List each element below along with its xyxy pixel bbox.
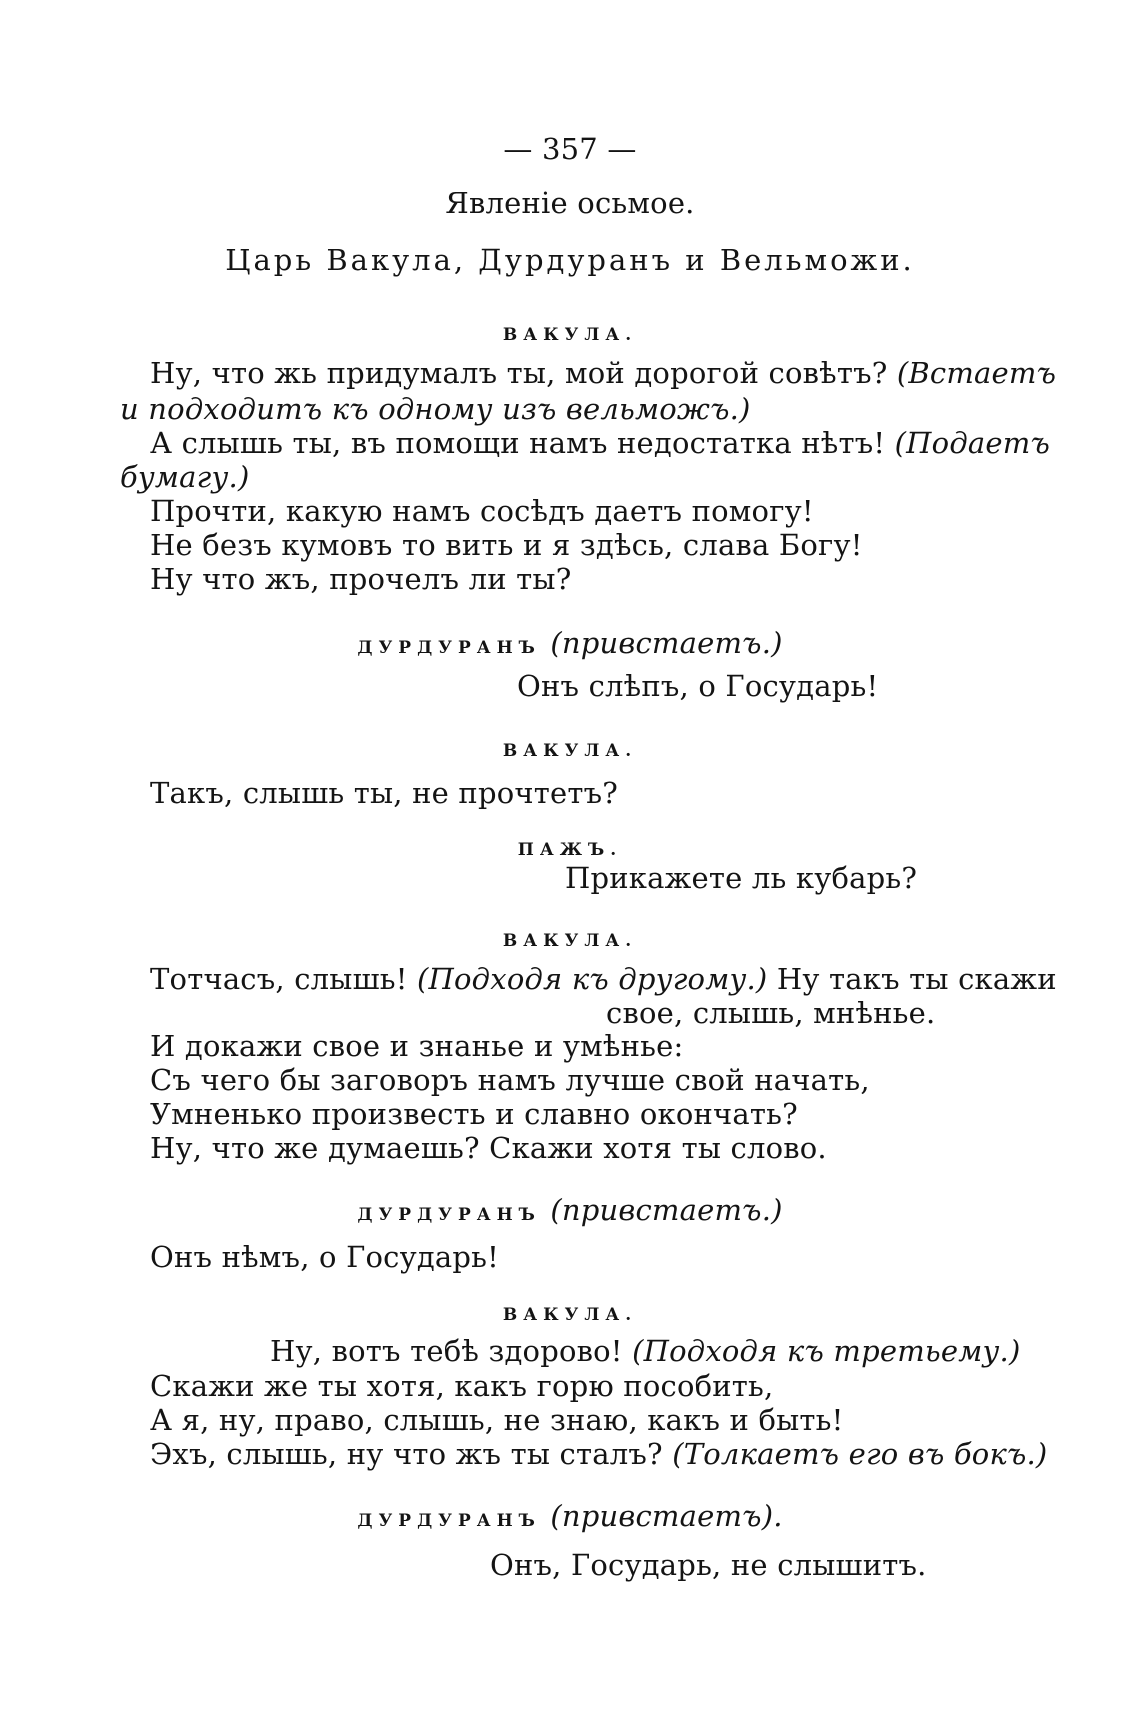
verse-line bbox=[150, 426, 1050, 460]
scene-title: Явленіе осьмое. bbox=[445, 186, 695, 220]
cast-line: Царь Вакула, Дурдуранъ и Вельможи. bbox=[225, 243, 915, 277]
stage-direction: (Встаетъ bbox=[896, 356, 1057, 390]
stage-direction: (привстаетъ.) bbox=[550, 1193, 783, 1227]
verse-text: Ну, вотъ тебѣ здорово! bbox=[270, 1334, 623, 1368]
verse-line: Умненько произвесть и славно окончать? bbox=[150, 1097, 798, 1131]
stage-direction: (привстаетъ.) bbox=[550, 626, 783, 660]
verse-line: Прикажете ль кубарь? bbox=[565, 861, 918, 895]
verse-text: А слышь ты, въ помощи намъ недостатка нѣтъ! bbox=[150, 426, 886, 460]
verse-line bbox=[150, 356, 1056, 390]
page-number: — 357 — bbox=[503, 132, 637, 166]
speaker-durduran: ДУРДУРАНЪ bbox=[357, 638, 541, 658]
verse-line: Онъ, Государь, не слышитъ. bbox=[490, 1548, 927, 1582]
speaker-heading bbox=[0, 1499, 1140, 1538]
verse-text: Ну, что жь придумалъ ты, мой дорогой совѣтъ? bbox=[150, 356, 888, 390]
speaker-durduran: ДУРДУРАНЪ bbox=[357, 1511, 541, 1531]
verse-line: свое, слышь, мнѣнье. bbox=[606, 996, 936, 1030]
speaker-vakula: ВАКУЛА. bbox=[502, 931, 638, 951]
verse-line: Онъ нѣмъ, о Государь! bbox=[150, 1240, 500, 1274]
speaker-durduran: ДУРДУРАНЪ bbox=[357, 1205, 541, 1225]
verse-line: Прочти, какую намъ сосѣдъ даетъ помогу! bbox=[150, 494, 814, 528]
speaker-heading bbox=[0, 626, 1140, 665]
stage-direction: (Толкаетъ его въ бокъ.) bbox=[672, 1437, 1048, 1471]
speaker-heading bbox=[0, 1193, 1140, 1232]
verse-line: И докажи свое и знанье и умѣнье: bbox=[150, 1029, 684, 1063]
stage-direction: (Подаетъ bbox=[894, 426, 1050, 460]
speaker-vakula: ВАКУЛА. bbox=[502, 1305, 638, 1325]
verse-line: Съ чего бы заговоръ намъ лучше свой начать, bbox=[150, 1063, 870, 1097]
verse-line: А я, ну, право, слышь, не знаю, какъ и быть! bbox=[150, 1403, 844, 1437]
verse-line: Не безъ кумовъ то вить и я здѣсь, слава Богу! bbox=[150, 528, 863, 562]
verse-line bbox=[150, 1437, 1047, 1471]
verse-line: Ну что жъ, прочелъ ли ты? bbox=[150, 562, 572, 596]
verse-line bbox=[270, 1334, 1020, 1368]
speaker-vakula: ВАКУЛА. bbox=[502, 325, 638, 345]
verse-text: Эхъ, слышь, ну что жъ ты сталъ? bbox=[150, 1437, 663, 1471]
stage-direction: бумагу.) bbox=[120, 460, 250, 494]
verse-text: Ну такъ ты скажи bbox=[776, 962, 1057, 996]
verse-line: Онъ слѣпъ, о Государь! bbox=[517, 669, 879, 703]
verse-line: Такъ, слышь ты, не прочтетъ? bbox=[150, 776, 618, 810]
stage-direction: (привстаетъ). bbox=[550, 1499, 783, 1533]
verse-line: Скажи же ты хотя, какъ горю пособить, bbox=[150, 1369, 774, 1403]
stage-direction: (Подходя къ другому.) bbox=[417, 962, 768, 996]
speaker-vakula: ВАКУЛА. bbox=[502, 741, 638, 761]
speaker-page: ПАЖЪ. bbox=[517, 840, 623, 860]
stage-direction: и подходитъ къ одному изъ вельможъ.) bbox=[120, 392, 751, 426]
stage-direction: (Подходя къ третьему.) bbox=[632, 1334, 1021, 1368]
verse-line: Ну, что же думаешь? Скажи хотя ты слово. bbox=[150, 1131, 827, 1165]
verse-line bbox=[150, 962, 1057, 996]
verse-text: Тотчасъ, слышь! bbox=[150, 962, 408, 996]
